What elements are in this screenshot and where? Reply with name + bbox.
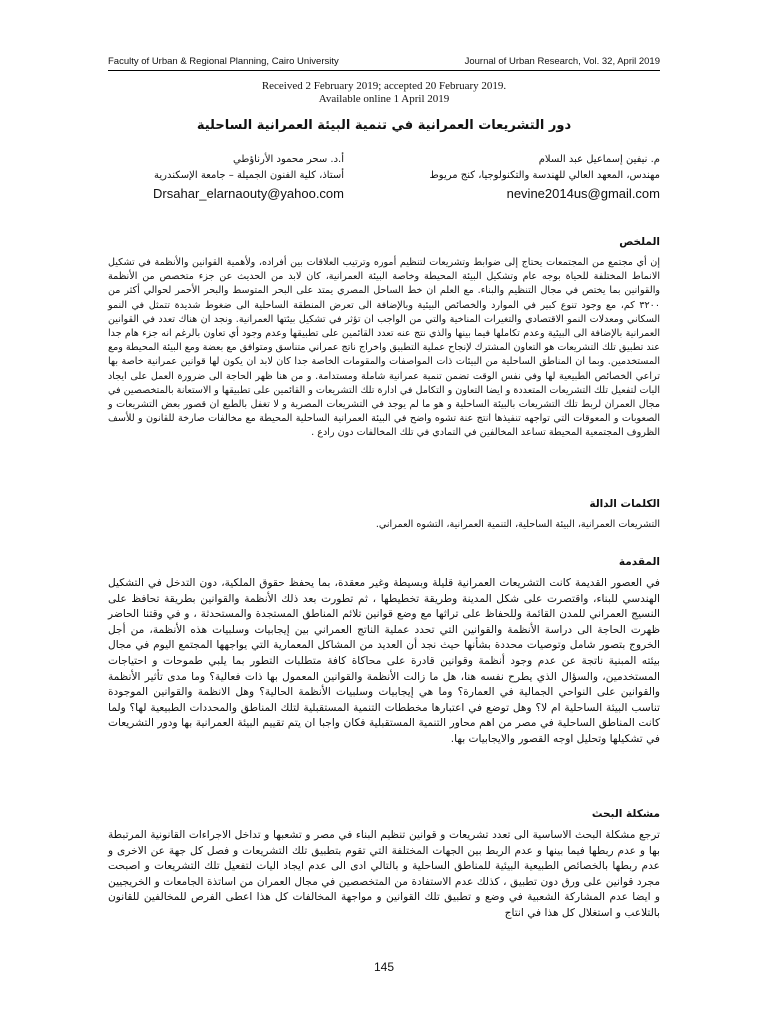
- abstract-heading: الملخص: [619, 236, 660, 248]
- author-1-affiliation: مهندس، المعهد العالي للهندسة والتكنولوجيا، كنج مريوط: [429, 170, 660, 181]
- introduction-heading: المقدمة: [618, 556, 660, 568]
- paper-title: دور التشريعات العمرانية في تنمية البيئة العمرانية الساحلية: [196, 118, 572, 133]
- author-1-name: م. نيفين إسماعيل عبد السلام: [538, 154, 660, 165]
- available-online-line: Available online 1 April 2019: [318, 93, 450, 105]
- received-dates: [108, 80, 660, 106]
- author-2-affiliation: أستاذ، كلية الفنون الجميلة – جامعة الإسكندرية: [154, 170, 344, 181]
- page-number: 145: [373, 960, 395, 974]
- running-header: [108, 56, 660, 71]
- received-line: Received 2 February 2019; accepted 20 February 2019.: [261, 80, 507, 92]
- author-2-email[interactable]: Drsahar_elarnaouty@yahoo.com: [153, 186, 344, 201]
- research-problem-text: ترجع مشكلة البحث الاساسية الى تعدد تشريعات و قوانين تنظيم البناء في مصر و تشعبها و تداخل الاجراءات القانونية المرتبطة بها و عدم ربطها فيما بينها و عدم الربط بين الجهات المختلفة التي تقوم بتطبيق تلك التشريعات و فصل كل جهة عن الاخرى و عدم ربطها بالخصائص الطبيعية البيئية للمناطق الساحلية و بالتالي ادى الى عدم ايجاد اليات لتفعيل تلك التشريعات و اصبحت مجرد قوانين على ورق دون تطبيق ، كذلك عدم الاستفادة من المتخصصين في مجال العمران من اساتذة الجامعات و الخريجيين و ايضا عدم المشاركة الشعبية في وضع و تطبيق تلك القوانين و مواجهة المخالفات كل هذا اعطى الفرص للمخالفين للقانون بالتلاعب و استغلال كل هذا في انتاج: [108, 829, 660, 919]
- author-1: [400, 152, 660, 202]
- keywords-heading: الكلمات الدالة: [589, 498, 660, 510]
- author-1-email[interactable]: nevine2014us@gmail.com: [506, 186, 660, 201]
- research-problem-section: [108, 808, 660, 922]
- header-left-text: Faculty of Urban & Regional Planning, Cairo University: [108, 56, 339, 67]
- abstract-section: [108, 236, 660, 441]
- header-right-text: Journal of Urban Research, Vol. 32, April 2019: [464, 56, 660, 67]
- abstract-text: إن أي مجتمع من المجتمعات يحتاج إلى ضوابط وتشريعات لتنظيم أموره وترتيب العلاقات بين أفراده، ولأهمية القوانين والأنظمة في تشكيل الانماط المختلفة للحياة بوجه عام وتشكيل البيئة المحيطة وخاصة البيئة العمرانية، كان لابد من الحديث عن جزء متخصص من الأنظمة والقوانين بما يختص في مجال التنظيم والبناء. مع العلم ان خط الساحل المصري يمتد على البحر المتوسط والبحر الأحمر لحوالي أكثر من ٣٢٠٠ كم، مع وجود تنوع كبير في الموارد والخصائص البيئية وبالإضافة الى تعرض المنطقة الساحلية الى ضغوط شديدة تتمثل في النمو السكاني ومعدلات النمو الاقتصادي والتغيرات المناخية والتي من الواجب ان تؤثر في تشكيل بيئتها العمرانية. ونجد ان هناك تعدد في القوانين العمرانية بالإضافة الى البيئية وعدم تكاملها فيما بينها والذي نتج عنه تعدد القائمين على تطبيقها وعدم وجود أي تعاون بالرغم انه جزء هام جدا عند تطبيق تلك التشريعات هو التعاون المشترك لإنجاح عملية التطبيق واخراج ناتج عمراني متناسق ومتوافق مع بعضة ومع البيئة المحيطة ومع المستخدمين. وبما ان المناطق الساحلية من البيئات ذات المواصفات والمقومات الخاصة جدا كان لابد ان يكون لها قوانين عمرانية خاصة بها تراعي الخصائص الطبيعية لها وفي نفس الوقت تضمن تنمية عمرانية شاملة ومستدامة. و من هنا ظهر الحاجة الى ضرورة العمل على ايجاد اليات لتفعيل تلك التشريعات المتعددة و ايضا التعاون و التكامل في ادارة تلك التشريعات و القائمين على تطبيقها و الاستعانة بالمتخصصين في مجال العمران لربط تلك التشريعات بالبيئة الساحلية و هو ما لم يوجد في التشريعات المصرية و لا تغفل بالطبع ان قصور بعض التشريعات و الصعوبات و المعوقات التي تواجهه تنفيذها انتج عنة تشوه واضح في البيئة العمرانية الساحلية المحيطة مع مخالفات صارخة للقانون و للأسف الظروف المجتمعية المحيطة تساعد المخالفين في التمادي في تلك المخالفات دون رادع .: [107, 257, 660, 439]
- introduction-text: في العصور القديمة كانت التشريعات العمرانية قليلة وبسيطة وغير معقدة، بما يحفظ حقوق الملكية، دون التدخل في التشكيل الهندسي للبناء، واقتصرت على شكل المدينة وطريقة تخطيطها ، ثم تطورت بعد ذلك الأنظمة والقوانين بطريقة تحافظ على النسيج العمراني للمدن القائمة وللحفاظ على تراثها مع وضع قوانين تلائم المناطق المستجدة والمستحدثة ، و في وقتنا الحاضر ظهرت الحاجة الى دراسة الأنظمة والقوانين التي تحدد عملية الناتج العمراني بين إيجابيات وسلبيات هذه الأنظمة، من أجل الخروج بتصور شامل وتوصيات محددة بشأنها حيث نجد أن العديد من المشاكل المعمارية التي يواجهها المجتمع اليوم في مجال بيئته المبنية ناتجة عن عدم وجود أنظمة وقوانين قادرة على محاكاة كافة متطلبات التطور بما يلبي طموحات و احتياجات المستخدمين، والسؤال الذي يطرح نفسه هنا، هل ما زالت الأنظمة والقوانين المعمول بها ذات فعالية؟ وما مدى تأثير الأنظمة والقوانين على النواحي الجمالية في العمارة؟ وما هي إيجابيات وسلبيات الأنظمة الحالية؟ وهل الانظمة والقوانين الموجودة تناسب البيئة الساحلية ام لا؟ وهل توضع في اعتبارها مخططات التنمية المستقبلية لتلك المناطق والمحددات الطبيعية لها؟ ولما كانت المناطق الساحلية في مصر من اهم محاور التنمية المستقبلية فكان واجبا ان يتم تقييم البيئة العمرانية بها ودور التشريعات في تشكيلها وتحليل اوجه القصور والايجابيات بها.: [108, 577, 660, 745]
- keywords-text: التشريعات العمرانية، البيئة الساحلية، التنمية العمرانية، التشوه العمراني.: [375, 519, 660, 530]
- author-2: [104, 152, 344, 202]
- introduction-section: [108, 556, 660, 748]
- research-problem-heading: مشكلة البحث: [591, 808, 660, 820]
- keywords-section: [108, 498, 660, 532]
- author-2-name: أ.د. سحر محمود الأرناؤطي: [233, 154, 344, 165]
